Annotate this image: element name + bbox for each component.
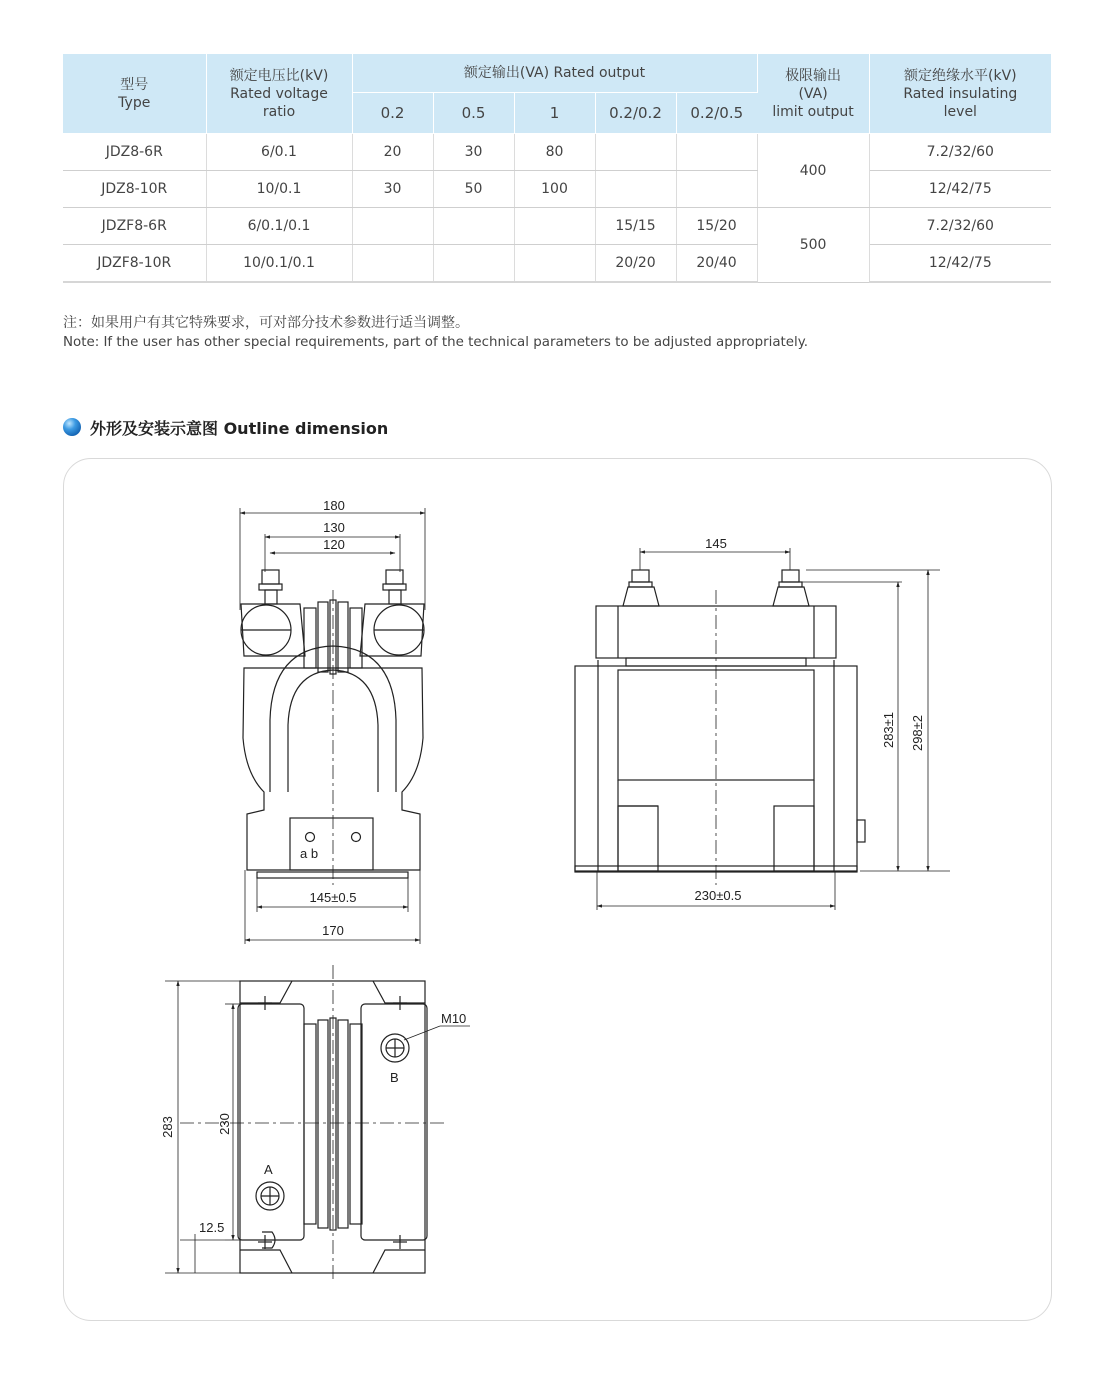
dim-base-inner: 145±0.5 [309,890,357,905]
cell-insulation: 12/42/75 [869,245,1051,283]
cell-type: JDZF8-6R [63,208,206,245]
header-class-0-2-0-5: 0.2/0.5 [676,93,757,134]
front-view [240,508,425,944]
dim-top-overall: 180 [323,498,345,513]
cell-ratio: 6/0.1 [206,134,352,171]
header-limit-output: 极限输出 (VA) limit output [757,54,869,134]
cell-type: JDZ8-10R [63,171,206,208]
header-class-1: 1 [514,93,595,134]
section-title: 外形及安装示意图 Outline dimension [90,418,389,438]
cell-ratio: 6/0.1/0.1 [206,208,352,245]
header-rated-output: 额定输出(VA) Rated output [352,54,757,93]
cell-type: JDZ8-6R [63,134,206,171]
cell-class-0-2-0-5: 20/40 [676,245,757,283]
header-class-0-2: 0.2 [352,93,433,134]
cell-class-0-2: 30 [352,171,433,208]
bolt-label-m10: M10 [441,1011,467,1026]
dim-height-298: 298±2 [910,714,925,752]
cell-class-1: 80 [514,134,595,171]
cell-insulation: 7.2/32/60 [869,134,1051,171]
cell-type: JDZF8-10R [63,245,206,283]
dim-terminal-spacing: 145 [705,536,727,551]
cell-class-0-2: 20 [352,134,433,171]
cell-class-1: 100 [514,171,595,208]
cell-limit-output: 400 [757,134,869,208]
dim-height-283: 283±1 [881,711,896,749]
cell-limit-output: 500 [757,208,869,283]
cell-ratio: 10/0.1/0.1 [206,245,352,283]
header-class-0-5: 0.5 [433,93,514,134]
header-insulation-level: 额定绝缘水平(kV) Rated insulating level [869,54,1051,134]
dim-edge-12-5: 12.5 [199,1220,225,1235]
cell-class-0-5: 50 [433,171,514,208]
note-english: Note: If the user has other special requirements, part of the technical parameters to be adjusted appropriately. [63,335,809,350]
header-voltage-ratio: 额定电压比(kV) Rated voltage ratio [206,54,352,134]
cell-insulation: 7.2/32/60 [869,208,1051,245]
terminal-label-b: B [390,1070,399,1085]
cell-class-0-2-0-2: 20/20 [595,245,676,283]
cell-class-0-2-0-5: 15/20 [676,208,757,245]
dim-terminal-inner: 120 [323,537,345,552]
cell-class-0-2-0-2: 15/15 [595,208,676,245]
terminal-label-a: A [264,1162,273,1177]
cell-insulation: 12/42/75 [869,171,1051,208]
dim-terminal-outer: 130 [323,520,345,535]
dim-base-outer: 170 [322,923,344,938]
secondary-terminal-label: a b [300,846,319,861]
dim-length-283: 283 [160,1116,175,1138]
header-type: 型号 Type [63,54,206,134]
cell-ratio: 10/0.1 [206,171,352,208]
cell-class-0-5: 30 [433,134,514,171]
note-chinese: 注：如果用户有其它特殊要求，可对部分技术参数进行适当调整。 [63,315,469,331]
header-class-0-2-0-2: 0.2/0.2 [595,93,676,134]
dim-base-230: 230±0.5 [694,888,742,903]
dim-length-230: 230 [217,1113,232,1135]
